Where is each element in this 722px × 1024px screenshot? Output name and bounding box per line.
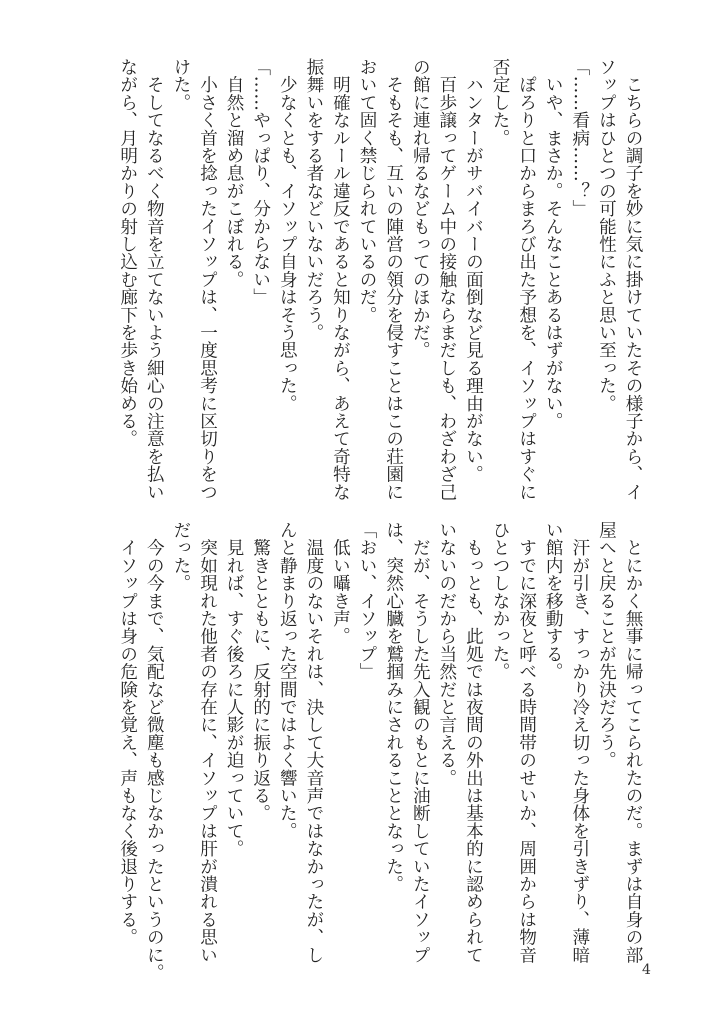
text-line: 小さく首を捻ったイソップは、一度思考に区切りをつ [197, 58, 218, 501]
text-line: んと静まり返った空間ではよく響いた。 [277, 521, 298, 840]
text-line: 温度のないそれは、決して大音声ではなかったが、し [303, 521, 324, 964]
text-line: いや、まさか。そんなことあるはずがない。 [543, 58, 564, 430]
text-line: だが、そうした先入観のもとに油断していたイソップ [410, 521, 431, 964]
text-line: ながら、月明かりの射し込む廊下を歩き始める。 [117, 58, 138, 448]
text-line: 突如現れた他者の存在に、イソップは肝が潰れる思い [197, 521, 218, 964]
text-line: 自然と溜め息がこぼれる。 [224, 58, 245, 289]
text-line: 振舞いをする者などいないだろう。 [303, 58, 324, 342]
text-block-top [114, 58, 646, 501]
text-line: 「おい、イソップ」 [357, 521, 378, 681]
text-line: けた。 [170, 58, 191, 112]
text-line: 屋へと戻ることが先決だろう。 [596, 521, 617, 769]
text-line: 今の今まで、気配など微塵も感じなかったというのに。 [144, 521, 165, 982]
text-line: 少なくとも、イソップ自身はそう思った。 [277, 58, 298, 412]
text-line: ソップはひとつの可能性にふと思い至った。 [596, 58, 617, 412]
text-line: ぽろりと口からまろび出た予想を、イソップはすぐに [516, 58, 537, 501]
text-line: 見れば、すぐ後ろに人影が迫っていて。 [224, 521, 245, 858]
text-line: とにかく無事に帰ってこられたのだ。まずは自身の部 [623, 521, 643, 964]
text-line: は、突然心臓を鷲掴みにされることとなった。 [383, 521, 404, 893]
text-line: 「……看病……？」 [569, 58, 590, 218]
text-line: 低い囁き声。 [330, 521, 351, 645]
text-line: こちらの調子を妙に気に掛けていたその様子から、イ [623, 58, 643, 501]
text-line: もっとも、此処では夜間の外出は基本的に認められて [463, 521, 484, 964]
text-line: 否定した。 [490, 58, 511, 147]
text-line: そもそも、互いの陣営の領分を侵すことはこの荘園に [383, 58, 404, 501]
text-line: だった。 [170, 521, 191, 592]
text-line: 「……やっぱり、分からない」 [250, 58, 271, 306]
text-line: 明確なルール違反であると知りながら、あえて奇特な [330, 58, 351, 501]
text-block-bottom [114, 521, 646, 982]
text-line: いないのだから当然だと言える。 [436, 521, 457, 787]
text-line: イソップは身の危険を覚え、声もなく後退りする。 [117, 521, 138, 946]
text-line: い館内を移動する。 [543, 521, 564, 681]
text-line: ハンターがサバイバーの面倒など見る理由がない。 [463, 58, 484, 483]
text-line: 汗が引き、すっかり冷え切った身体を引きずり、薄暗 [569, 521, 590, 964]
text-line: 百歩譲ってゲーム中の接触ならまだしも、わざわざ己 [436, 58, 457, 501]
text-line: 驚きとともに、反射的に振り返る。 [250, 521, 271, 822]
text-line: の館に連れ帰るなどもってのほかだ。 [410, 58, 431, 359]
text-line: ひとつしなかった。 [490, 521, 511, 681]
text-line: すでに深夜と呼べる時間帯のせいか、周囲からは物音 [516, 521, 537, 964]
page-number: 4 [642, 962, 651, 978]
text-line: そしてなるべく物音を立てないよう細心の注意を払い [144, 58, 165, 501]
text-line: おいて固く禁じられているのだ。 [357, 58, 378, 324]
